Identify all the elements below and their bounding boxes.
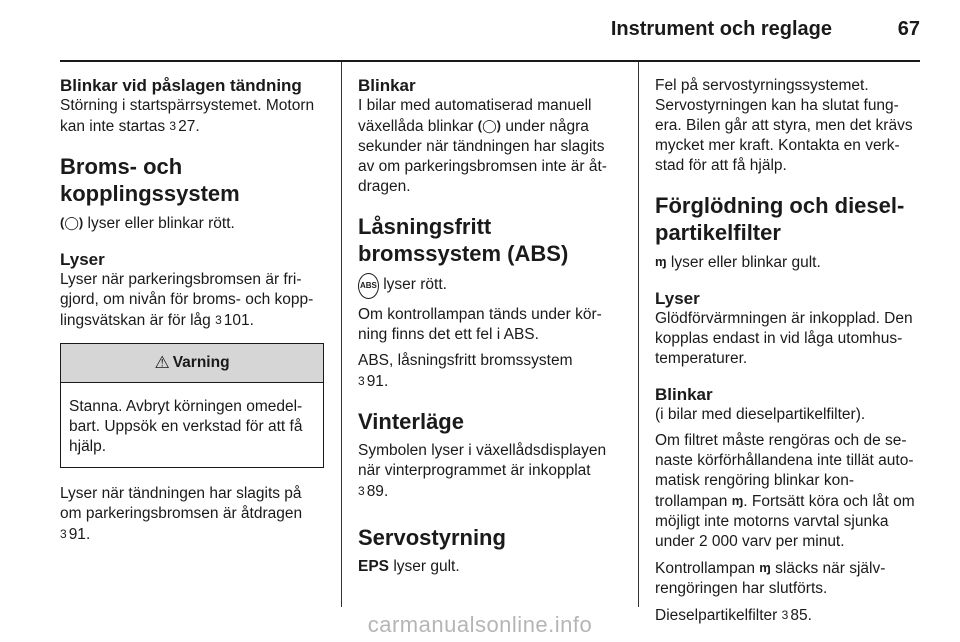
text-lyser: Lyser när parkeringsbromsen är fri-gjord, om nivån för broms- och kopp-lingsvätskan är för låg — [60, 271, 314, 329]
warning-header — [61, 344, 323, 383]
glow-plug-icon: ɱ — [731, 493, 744, 508]
text-broms: lyser eller blinkar rött. — [87, 215, 235, 232]
paragraph-servo — [358, 557, 622, 577]
text-blinkar-a: I bilar med automatiserad manuell växellåda blinkar — [358, 97, 592, 135]
paragraph-lyser: Lyser när parkeringsbromsen är fri-gjord, om nivån för broms- och kopp-lingsvätskan är för låg 3 101. — [60, 271, 314, 329]
page-ref: 85 — [790, 607, 808, 624]
paragraph-blinkar — [358, 96, 622, 197]
heading-blinkar-tandning: Blinkar vid påslagen tändning — [60, 76, 302, 95]
text-kontroll-b: släcks när själv-rengöringen har slutförts. — [655, 560, 886, 597]
warning-box — [60, 343, 324, 468]
warning-title: Varning — [172, 354, 230, 371]
watermark: carmanualsonline.info — [367, 612, 593, 637]
paragraph-glod — [655, 252, 923, 273]
heading-blinkar-3: Blinkar — [655, 385, 713, 404]
text-startsparr: Störning i startspärrsystemet. Motorn kan inte startas — [60, 97, 315, 135]
column-divider-1 — [341, 62, 342, 607]
heading-vinter: Vinterläge — [358, 409, 464, 434]
text-blinkar-3b-a: Om filtret måste rengöras och de se-naste körförhållandena inte tillät auto-matisk rengöring blinkar kon-trollampan — [655, 432, 914, 510]
paragraph-vinter: Symbolen lyser i växellådsdisplayen när vinterprogrammet är inkopplat 3 89. — [358, 442, 607, 500]
text-glod: lyser eller blinkar gult. — [670, 254, 821, 271]
eps-label: EPS — [358, 558, 390, 575]
heading-broms: Broms- och kopplingssystem — [60, 154, 240, 206]
text-diesel: Dieselpartikelfilter — [655, 607, 778, 624]
page-ref: 91 — [366, 373, 384, 390]
text-tandning: Lyser när tändningen har slagits på om parkeringsbromsen är åtdragen — [60, 485, 303, 522]
page-ref-arrow-icon: 3 — [781, 608, 789, 622]
paragraph-abs-3: ABS, låsningsfritt bromssystem 3 91. — [358, 352, 573, 390]
text-vinter: Symbolen lyser i växellådsdisplayen när vinterprogrammet är inkopplat — [358, 442, 607, 479]
glow-plug-icon: ɱ — [759, 560, 771, 575]
page-ref: 89 — [366, 483, 384, 500]
text-abs-3: ABS, låsningsfritt bromssystem — [358, 352, 573, 369]
paragraph-kontroll — [655, 558, 923, 599]
paragraph-startsparr: Störning i startspärrsystemet. Motorn kan inte startas 3 27. — [60, 97, 315, 135]
abs-icon: ABS — [358, 273, 379, 299]
text-blinkar-3b-b: . Fortsätt köra och låt om möjligt inte motorns varvtal sjunka under 2 000 varv per minut. — [655, 493, 915, 550]
paragraph-abs-2: Om kontrollampan tänds under kör-ning finns det ett fel i ABS. — [358, 306, 602, 343]
header-rule — [60, 60, 920, 62]
page-ref-arrow-icon: 3 — [358, 484, 365, 498]
column-divider-2 — [638, 62, 639, 607]
page-ref: 91 — [68, 526, 86, 543]
heading-lyser-3: Lyser — [655, 289, 700, 308]
paragraph-diesel: Dieselpartikelfilter 3 85. — [655, 607, 812, 624]
brake-warning-icon: (◯) — [477, 118, 501, 133]
page-ref: 27 — [178, 118, 196, 135]
heading-forglodning: Förglödning och diesel-partikelfilter — [655, 193, 905, 245]
brake-warning-icon: (◯) — [60, 215, 84, 230]
column-1 — [60, 76, 324, 545]
glow-plug-icon: ɱ — [655, 254, 667, 269]
column-2 — [358, 76, 622, 577]
page-ref-arrow-icon: 3 — [169, 119, 177, 133]
paragraph-lyser-3: Glödförvärmningen är inkopplad. Den kopplas endast in vid låga utomhus-temperaturer. — [655, 310, 913, 367]
text-blinkar-b: under några sekunder när tändningen har slagits av om parkeringsbromsen inte är åt-dragen. — [358, 118, 607, 195]
page-ref-arrow-icon: 3 — [358, 374, 365, 388]
page-number: 67 — [897, 18, 920, 40]
heading-blinkar: Blinkar — [358, 76, 416, 95]
column-3 — [655, 76, 923, 626]
heading-servo: Servostyrning — [358, 525, 506, 550]
paragraph-abs-1 — [358, 273, 622, 299]
text-servo: lyser gult. — [393, 558, 460, 575]
paragraph-fel: Fel på servostyrningssystemet. Servostyrningen kan ha slutat fung-era. Bilen går att styra, men det krävs mycket mer kraft. Kontakta en verk-stad för att få hjälp. — [655, 77, 913, 174]
heading-abs: Låsningsfritt bromssystem (ABS) — [358, 214, 569, 266]
page-ref-arrow-icon: 3 — [60, 527, 67, 541]
page-header-title: Instrument och reglage — [610, 18, 832, 40]
heading-lyser: Lyser — [60, 250, 105, 269]
paragraph-broms — [60, 213, 324, 234]
text-kontroll-a: Kontrollampan — [655, 560, 755, 577]
page-ref: 101 — [223, 312, 250, 329]
page-ref-arrow-icon: 3 — [215, 313, 222, 327]
paragraph-tandning: Lyser när tändningen har slagits på om parkeringsbromsen är åtdragen 3 91. — [60, 485, 303, 543]
warning-text: Stanna. Avbryt körningen omedel-bart. Uppsök en verkstad för att få hjälp. — [69, 398, 303, 455]
paragraph-blinkar-3b — [655, 431, 923, 552]
paragraph-blinkar-3a: (i bilar med dieselpartikelfilter). — [655, 406, 866, 423]
text-abs-1: lyser rött. — [383, 276, 447, 293]
warning-triangle-icon: ⚠ — [154, 353, 170, 372]
